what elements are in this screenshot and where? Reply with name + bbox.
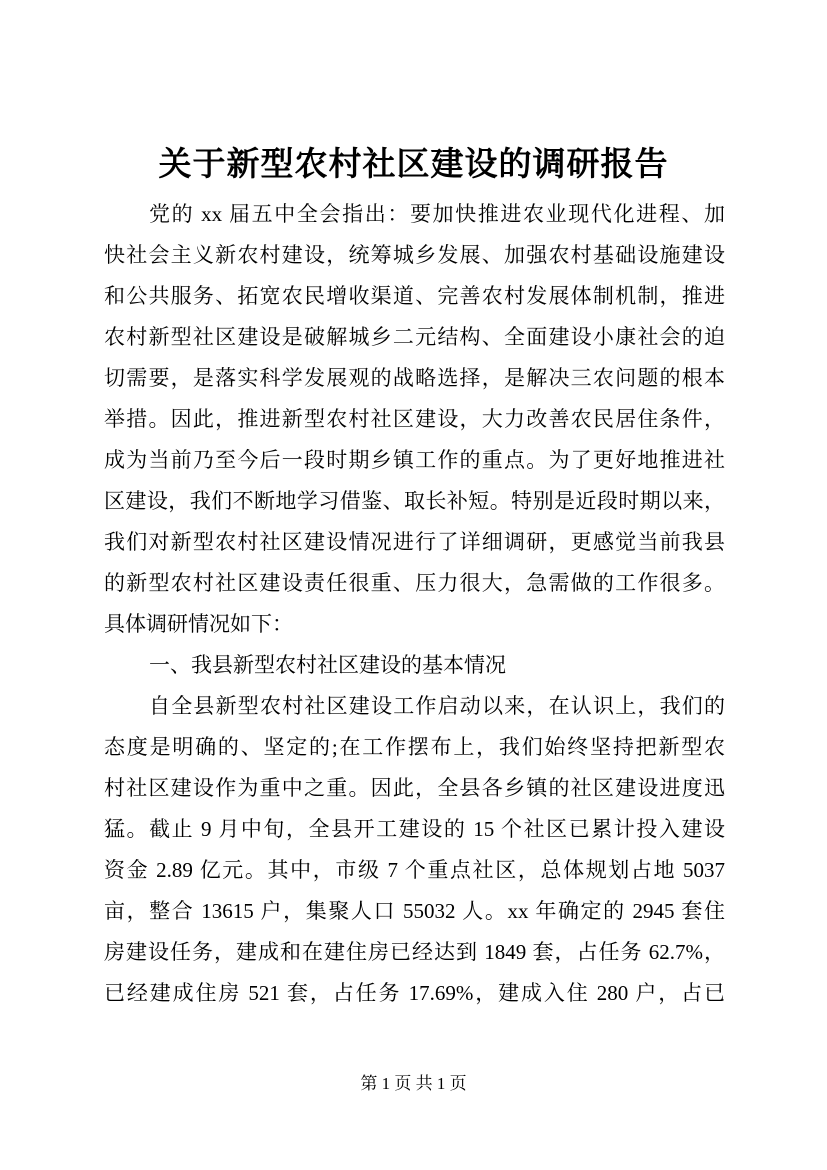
document-title: 关于新型农村社区建设的调研报告: [158, 147, 669, 183]
body-line: 切需要，是落实科学发展观的战略选择，是解决三农问题的根本: [104, 366, 725, 390]
body-line: 农村新型社区建设是破解城乡二元结构、全面建设小康社会的迫: [104, 325, 725, 349]
body-line: 具体调研情况如下：: [104, 612, 293, 636]
body-line: 成为当前乃至今后一段时期乡镇工作的重点。为了更好地推进社: [104, 448, 725, 472]
body-line: 区建设，我们不断地学习借鉴、取长补短。特别是近段时期以来，: [104, 489, 725, 513]
body-line: 资金 2.89 亿元。其中，市级 7 个重点社区，总体规划占地 5037: [104, 858, 725, 882]
body-line: 亩，整合 13615 户，集聚人口 55032 人。xx 年确定的 2945 套住: [104, 899, 725, 923]
body-line: 态度是明确的、坚定的;在工作摆布上，我们始终坚持把新型农: [104, 735, 725, 759]
body-line: 村社区建设作为重中之重。因此，全县各乡镇的社区建设进度迅: [104, 776, 725, 800]
page-footer: [0, 1072, 827, 1096]
document-body: [104, 194, 725, 1014]
body-line: 快社会主义新农村建设，统筹城乡发展、加强农村基础设施建设: [104, 243, 725, 267]
body-line: 举措。因此，推进新型农村社区建设，大力改善农民居住条件，: [104, 407, 725, 431]
body-line: 和公共服务、拓宽农民增收渠道、完善农村发展体制机制，推进: [104, 284, 725, 308]
body-line: 已经建成住房 521 套，占任务 17.69%，建成入住 280 户，占已: [104, 981, 725, 1005]
body-line: 猛。截止 9 月中旬，全县开工建设的 15 个社区已累计投入建设: [104, 817, 725, 841]
body-line: 一、我县新型农村社区建设的基本情况: [149, 653, 506, 677]
page-number-label: 第 1 页 共 1 页: [360, 1074, 467, 1093]
body-line: 房建设任务，建成和在建住房已经达到 1849 套，占任务 62.7%，: [104, 940, 725, 964]
body-line: 党的 xx 届五中全会指出：要加快推进农业现代化进程、加: [149, 202, 725, 226]
body-line: 我们对新型农村社区建设情况进行了详细调研，更感觉当前我县: [104, 530, 725, 554]
body-line: 的新型农村社区建设责任很重、压力很大，急需做的工作很多。: [104, 571, 725, 595]
body-line: 自全县新型农村社区建设工作启动以来，在认识上，我们的: [149, 694, 725, 718]
